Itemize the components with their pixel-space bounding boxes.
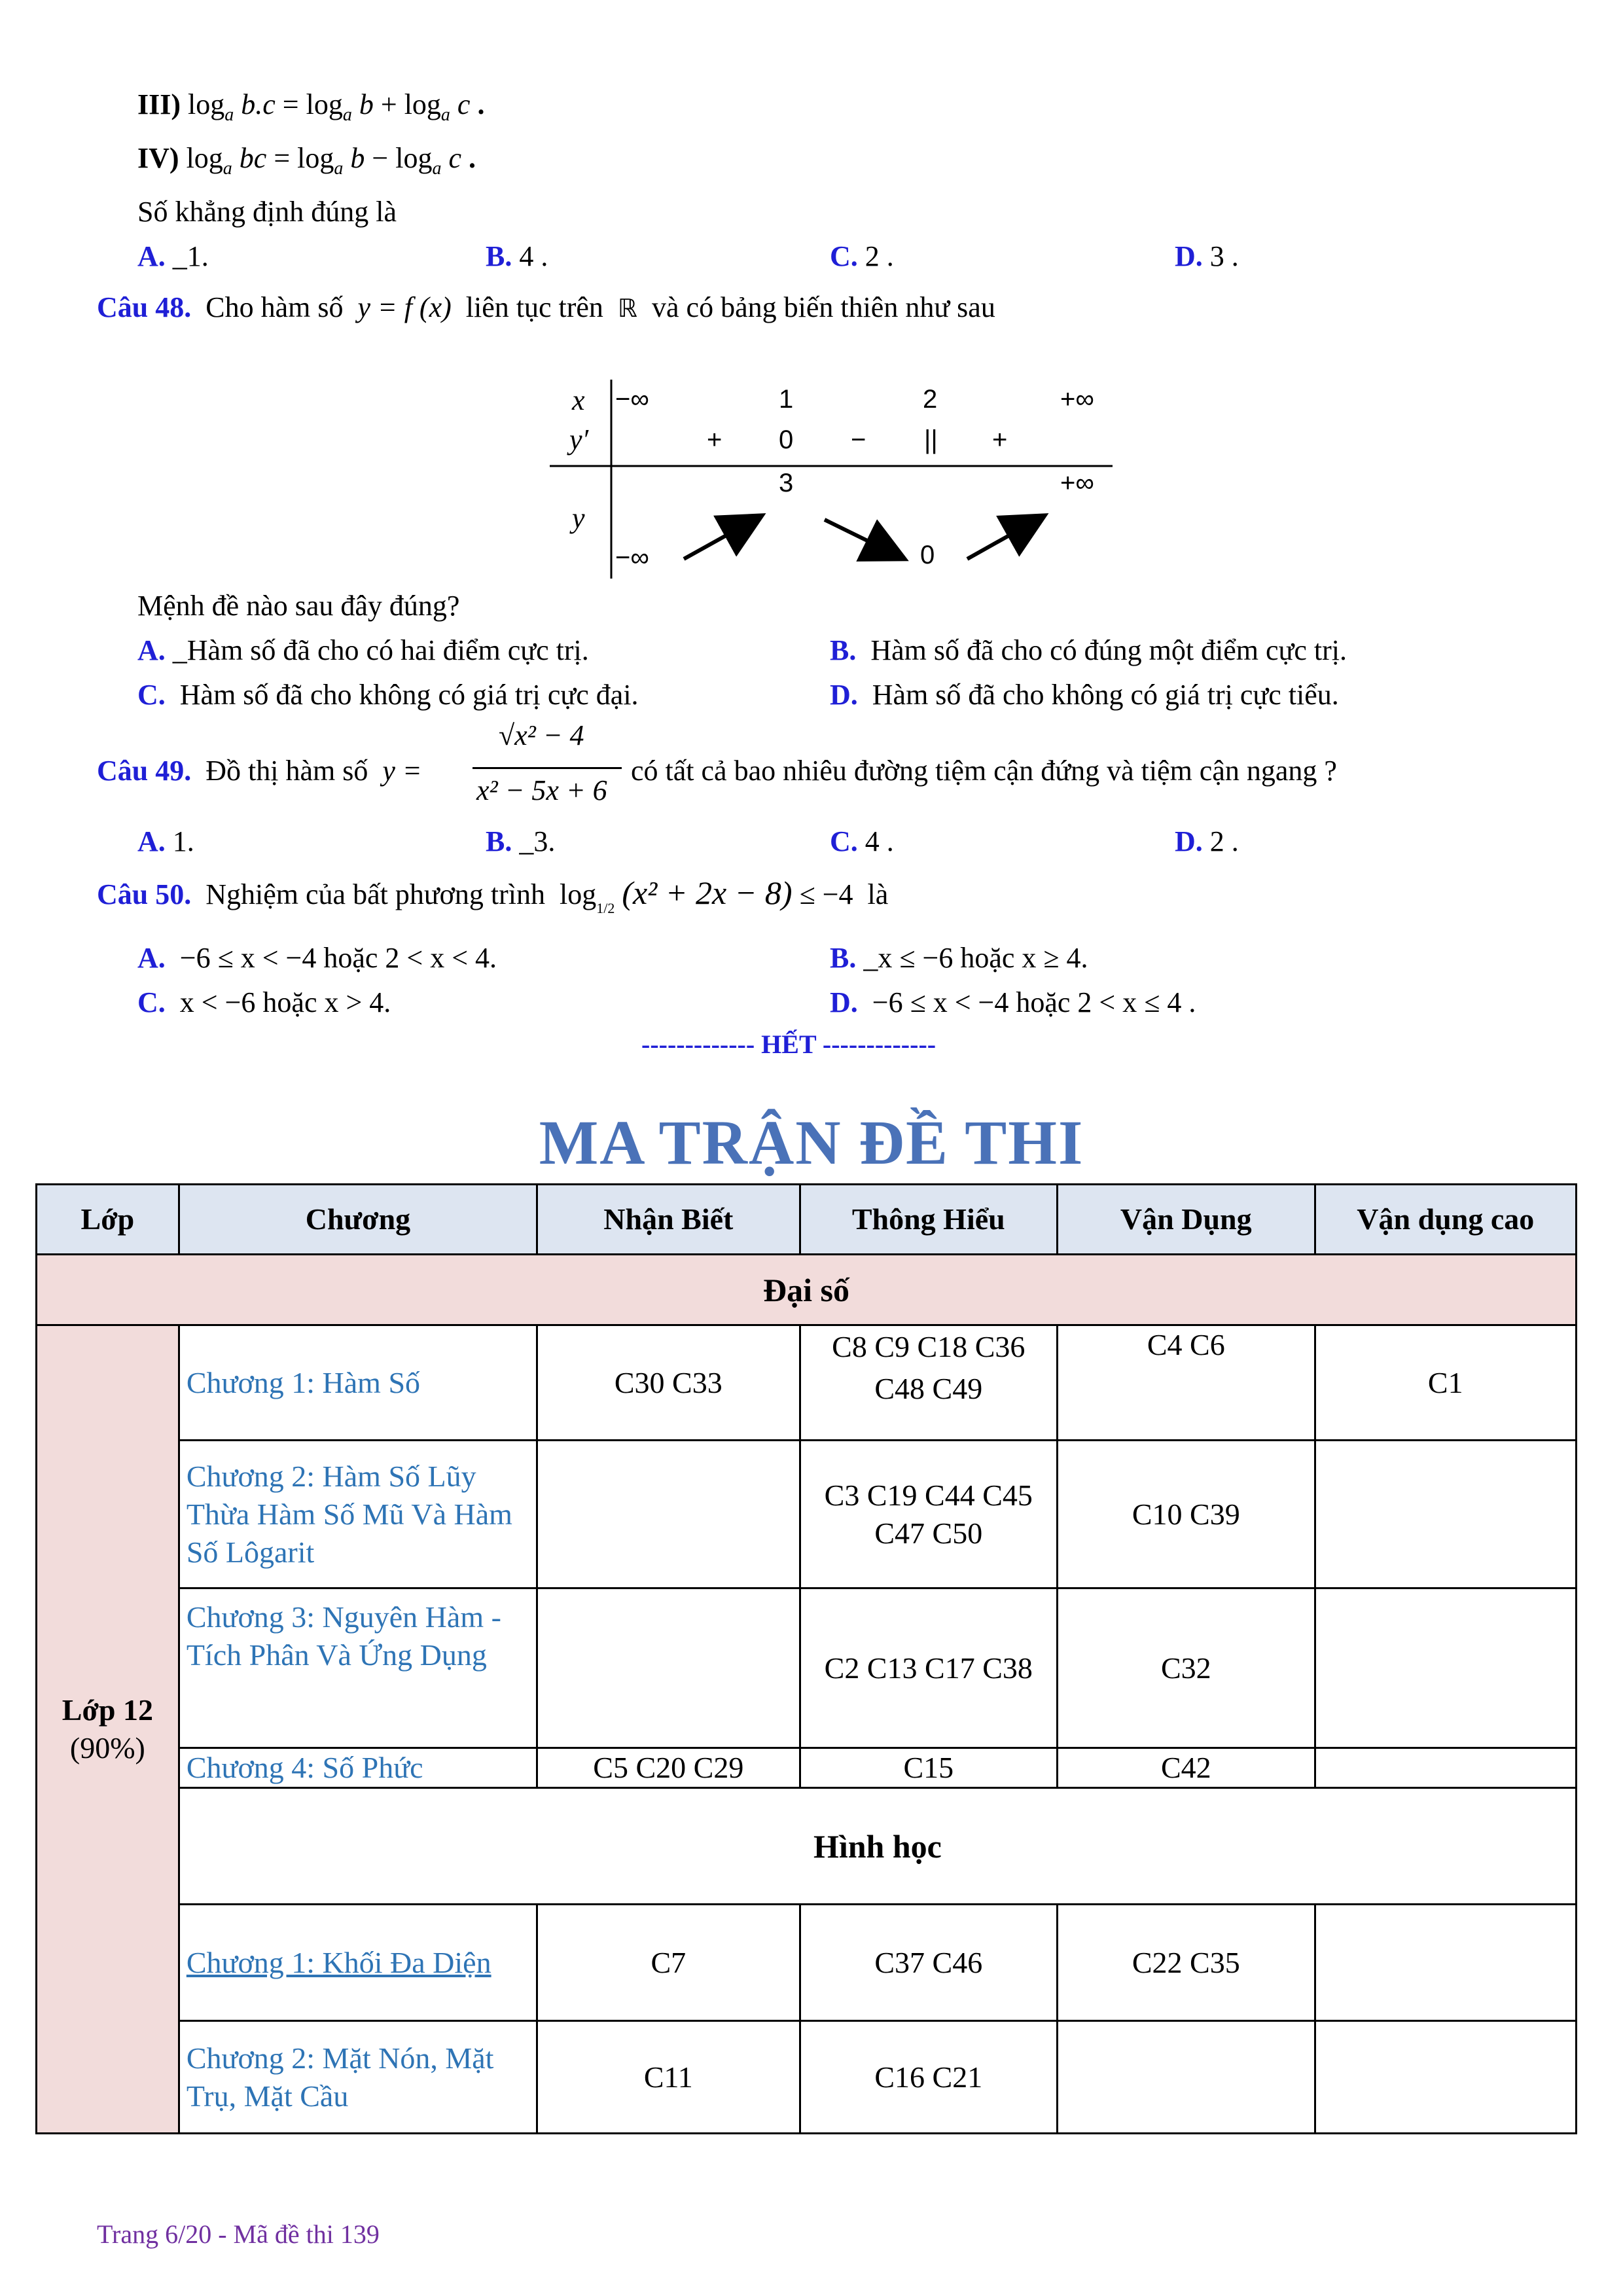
q49-answer-d[interactable]: D. 2 . [1175, 825, 1239, 857]
vt-y-posinf: +∞ [1060, 469, 1094, 497]
table-row [37, 1325, 1577, 1441]
recognition-cell [537, 1588, 800, 1748]
application-cell: C32 [1058, 1588, 1315, 1748]
comprehension-cell: C16 C21 [800, 2021, 1058, 2134]
chapter-cell: Chương 2: Mặt Nón, Mặt Trụ, Mặt Cầu [179, 2021, 537, 2134]
vt-x-2: 2 [923, 385, 938, 414]
q47-answer-c[interactable]: C. 2 . [830, 240, 894, 272]
recognition-cell [537, 1441, 800, 1588]
vt-y-neginf: −∞ [615, 543, 649, 572]
q47-answer-b[interactable]: B. 4 . [486, 240, 548, 272]
vt-x-1: 1 [779, 385, 794, 414]
q48-answer-b[interactable]: B. Hàm số đã cho có đúng một điểm cực trị. [830, 634, 1347, 666]
q49-answer-b[interactable]: B. _3. [486, 825, 556, 857]
comprehension-cell: C15 [800, 1748, 1058, 1788]
q49-label: Câu 49. [97, 755, 192, 787]
table-row [37, 2021, 1577, 2134]
q50-answer-a[interactable]: A. −6 ≤ x < −4 hoặc 2 < x < 4. [137, 942, 497, 974]
q48-label: Câu 48. [97, 291, 192, 323]
header-chapter: Chương [179, 1185, 537, 1255]
q48-function: y = f (x) [357, 291, 452, 323]
q49-denominator: x² − 5x + 6 [476, 774, 607, 806]
grade-label: Lớp 12 [62, 1693, 154, 1727]
statement-iii [137, 86, 484, 134]
comprehension-cell: C8 C9 C18 C36 C48 C49 [800, 1325, 1058, 1441]
header-advanced-application: Vận dụng cao [1315, 1185, 1576, 1255]
q49-answer-a[interactable]: A. 1. [137, 825, 194, 857]
vt-yp-plus-2: + [992, 425, 1008, 454]
q50-answer-c[interactable]: C. x < −6 hoặc x > 4. [137, 986, 391, 1018]
arrow-up-1 [684, 517, 759, 559]
comprehension-cell: C3 C19 C44 C45 C47 C50 [800, 1441, 1058, 1588]
q48-answer-c[interactable]: C. Hàm số đã cho không có giá trị cực đại. [137, 679, 639, 711]
comprehension-cell: C2 C13 C17 C38 [800, 1588, 1058, 1748]
q50-stem: Câu 50. Nghiệm của bất phương trình $\log_{1/2} (x^2 + 2x - 8) \le -4$ là [97, 874, 889, 916]
statement-iv-formula: $\log_a$ bc = $\log_a b - \log_a c$ . [186, 142, 476, 179]
vt-yp-zero: 0 [779, 425, 794, 454]
q50-answer-d[interactable]: D. −6 ≤ x < −4 hoặc 2 < x ≤ 4 . [830, 986, 1196, 1018]
vt-y-label: y [572, 502, 585, 534]
table-row [37, 1748, 1577, 1788]
q49-answer-c[interactable]: C. 4 . [830, 825, 894, 857]
application-cell: C22 C35 [1058, 1905, 1315, 2021]
section-algebra: Đại số [37, 1255, 1577, 1325]
section-geometry: Hình học [179, 1788, 1576, 1905]
header-grade: Lớp [37, 1185, 179, 1255]
chapter-cell: Chương 3: Nguyên Hàm - Tích Phân Và Ứng Dụng [179, 1588, 537, 1748]
page-footer: Trang 6/20 - Mã đề thi 139 [97, 2219, 380, 2249]
arrow-up-2 [967, 517, 1042, 559]
advanced-cell [1315, 2021, 1576, 2134]
reals-symbol: ℝ [617, 294, 638, 323]
exam-matrix-table [35, 1183, 1577, 2134]
q47-answer-a[interactable]: A. _1. [137, 240, 209, 272]
recognition-cell: C7 [537, 1905, 800, 2021]
q48-answer-d[interactable]: D. Hàm số đã cho không có giá trị cực tiểu. [830, 679, 1339, 711]
table-row [37, 1905, 1577, 2021]
fraction-bar [473, 767, 622, 769]
recognition-cell: C30 C33 [537, 1325, 800, 1441]
q50-label: Câu 50. [97, 878, 192, 910]
recognition-cell: C11 [537, 2021, 800, 2134]
advanced-cell [1315, 1748, 1576, 1788]
advanced-cell: C1 [1315, 1325, 1576, 1441]
chapter-cell[interactable]: Chương 1: Khối Đa Diện [179, 1905, 537, 2021]
q48-stem: Câu 48. Cho hàm số y = f (x) liên tục trên ℝ và có bảng biến thiên như sau [97, 291, 995, 323]
table-row [37, 1441, 1577, 1588]
advanced-cell [1315, 1441, 1576, 1588]
comprehension-cell: C37 C46 [800, 1905, 1058, 2021]
q49-fraction [473, 717, 622, 816]
matrix-header-row [37, 1185, 1577, 1255]
q50-log-base: 1/2 [596, 900, 615, 916]
advanced-cell [1315, 1588, 1576, 1748]
vt-x-label: x [572, 384, 585, 416]
q48-prompt: Mệnh đề nào sau đây đúng? [137, 590, 460, 622]
q50-answer-b[interactable]: B. _x ≤ −6 hoặc x ≥ 4. [830, 942, 1088, 974]
recognition-cell: C5 C20 C29 [537, 1748, 800, 1788]
q47-answer-d[interactable]: D. 3 . [1175, 240, 1239, 272]
application-cell: C10 C39 [1058, 1441, 1315, 1588]
vt-y-max: 3 [779, 469, 794, 497]
grade-percentage: (90%) [69, 1731, 145, 1765]
application-cell [1058, 2021, 1315, 2134]
q50-log: log [560, 878, 597, 910]
chapter-cell: Chương 1: Hàm Số [179, 1325, 537, 1441]
matrix-title: MA TRẬN ĐỀ THI [539, 1107, 1084, 1177]
q50-rhs: ≤ −4 [799, 878, 853, 910]
header-comprehension: Thông Hiểu [800, 1185, 1058, 1255]
q50-argument: (x² + 2x − 8) [622, 874, 793, 911]
chapter-cell: Chương 4: Số Phức [179, 1748, 537, 1788]
chapter-cell: Chương 2: Hàm Số Lũy Thừa Hàm Số Mũ Và Hàm Số Lôgarit [179, 1441, 537, 1588]
application-cell: C4 C6 [1058, 1325, 1315, 1441]
vt-x-neginf: −∞ [615, 385, 649, 414]
grade-cell [37, 1325, 179, 2134]
end-marker: ------------- HẾT ------------- [641, 1030, 936, 1059]
vt-yprime-label: y′ [569, 423, 589, 456]
q49-stem-start: Câu 49. Đồ thị hàm số y = [97, 755, 422, 787]
q49-numerator: √x² − 4 [499, 719, 584, 751]
q47-prompt: Số khẳng định đúng là [137, 196, 397, 228]
header-application: Vận Dụng [1058, 1185, 1315, 1255]
header-recognition: Nhận Biết [537, 1185, 800, 1255]
advanced-cell [1315, 1905, 1576, 2021]
section-row-geometry [37, 1788, 1577, 1905]
vt-y-min: 0 [920, 541, 935, 569]
q48-answer-a[interactable]: A. _Hàm số đã cho có hai điểm cực trị. [137, 634, 589, 666]
arrow-down [825, 520, 902, 558]
vt-yp-plus-1: + [707, 425, 722, 454]
section-row-algebra [37, 1255, 1577, 1325]
statement-iii-formula: $\log_a b.c = \log_a b + \log_a c$ . [188, 88, 485, 125]
vt-x-posinf: +∞ [1060, 385, 1094, 414]
statement-iv [137, 140, 476, 187]
q49-stem-end: có tất cả bao nhiêu đường tiệm cận đứng và tiệm cận ngang ? [631, 755, 1337, 787]
statement-iv-label: IV) [137, 142, 179, 174]
table-row [37, 1588, 1577, 1748]
statement-iii-label: III) [137, 88, 181, 120]
variation-table [550, 374, 1113, 584]
vt-yp-minus: − [851, 425, 866, 454]
application-cell: C42 [1058, 1748, 1315, 1788]
vt-yp-undefined: || [924, 425, 938, 454]
